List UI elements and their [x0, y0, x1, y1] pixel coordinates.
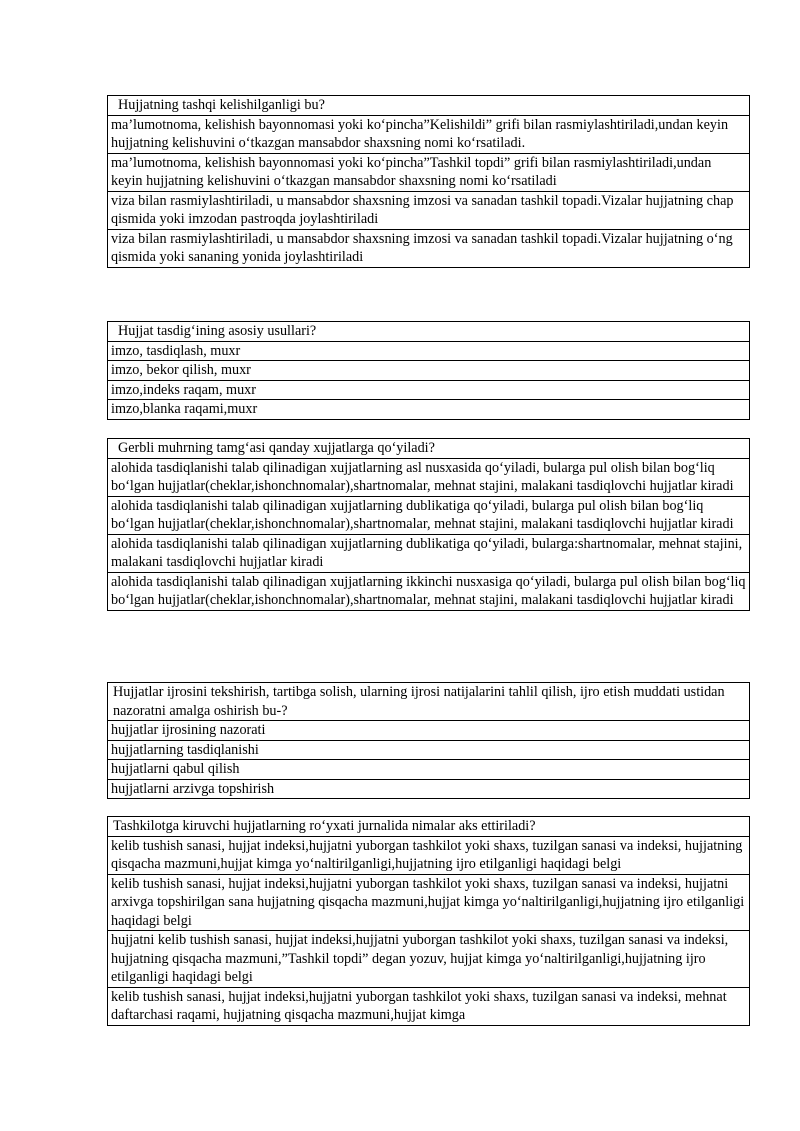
answer-row [108, 229, 750, 267]
answer-row [108, 380, 750, 400]
answer-row [108, 721, 750, 741]
answer-option-b: kelib tushish sanasi, hujjat indeksi,hujjatni yuborgan tashkilot yoki shaxs, tuzilgan sanasi va indeksi, hujjatni arxivga topshirilgan sana hujjatning qisqacha mazmuni,hujjat kimga yo‘naltirilganligi,hujjatning ijro etilganligi haqidagi belgi [108, 874, 750, 931]
answer-row [108, 400, 750, 420]
answer-row [108, 458, 750, 496]
answer-row [108, 987, 750, 1025]
question-row [108, 439, 750, 459]
question-text: Tashkilotga kiruvchi hujjatlarning ro‘yxati jurnalida nimalar aks ettiriladi? [108, 817, 750, 837]
answer-option-d: kelib tushish sanasi, hujjat indeksi,hujjatni yuborgan tashkilot yoki shaxs, tuzilgan sanasi va indeksi, mehnat daftarchasi raqami, hujjatning qisqacha mazmuni,hujjat kimga [108, 987, 750, 1025]
question-table-5 [107, 816, 750, 1026]
answer-row [108, 779, 750, 799]
question-table-3 [107, 438, 750, 611]
question-row [108, 322, 750, 342]
answer-option-a: ma’lumotnoma, kelishish bayonnomasi yoki ko‘pincha”Kelishildi” grifi bilan rasmiylashtiriladi,undan keyin hujjatning kelishuvini o‘tkazgan mansabdor shaxsning nomi ko‘rsatiladi. [108, 115, 750, 153]
answer-row [108, 496, 750, 534]
answer-row [108, 191, 750, 229]
answer-option-b: imzo, bekor qilish, muxr [108, 361, 750, 381]
question-table-1 [107, 95, 750, 268]
question-row [108, 96, 750, 116]
question-text: Hujjat tasdig‘ining asosiy usullari? [108, 322, 750, 342]
answer-option-a: alohida tasdiqlanishi talab qilinadigan xujjatlarning asl nusxasida qo‘yiladi, bularga pul olish bilan bog‘liq bo‘lgan hujjatlar(cheklar,ishonchnomalar),shartnomalar, mehnat stajini, malakani tasdiqlovchi hujjatlar kiradi [108, 458, 750, 496]
answer-row [108, 931, 750, 988]
answer-row [108, 760, 750, 780]
question-text: Hujjatlar ijrosini tekshirish, tartibga solish, ularning ijrosi natijalarini tahlil qilish, ijro etish muddati ustidan nazoratni amalga oshirish bu-? [108, 683, 750, 721]
answer-row [108, 361, 750, 381]
answer-option-c: hujjatlarni qabul qilish [108, 760, 750, 780]
answer-option-b: ma’lumotnoma, kelishish bayonnomasi yoki ko‘pincha”Tashkil topdi” grifi bilan rasmiylashtiriladi,undan keyin hujjatning kelishuvini o‘tkazgan mansabdor shaxsning nomi ko‘rsatiladi [108, 153, 750, 191]
question-text: Hujjatning tashqi kelishilganligi bu? [108, 96, 750, 116]
answer-row [108, 153, 750, 191]
answer-option-c: imzo,indeks raqam, muxr [108, 380, 750, 400]
answer-option-c: alohida tasdiqlanishi talab qilinadigan xujjatlarning dublikatiga qo‘yiladi, bularga:shartnomalar, mehnat stajini, malakani tasdiqlovchi hujjatlar kiradi [108, 534, 750, 572]
answer-option-a: imzo, tasdiqlash, muxr [108, 341, 750, 361]
answer-option-c: viza bilan rasmiylashtiriladi, u mansabdor shaxsning imzosi va sanadan tashkil topadi.Vizalar hujjatning chap qismida yoki imzodan pastroqda joylashtiriladi [108, 191, 750, 229]
question-row [108, 683, 750, 721]
answer-row [108, 740, 750, 760]
answer-row [108, 572, 750, 610]
answer-row [108, 341, 750, 361]
answer-option-c: hujjatni kelib tushish sanasi, hujjat indeksi,hujjatni yuborgan tashkilot yoki shaxs, tuzilgan sanasi va indeksi, hujjatning qisqacha mazmuni,”Tashkil topdi” degan yozuv, hujjat kimga yo‘naltirilganligi,hujjatning ijro etilganligi haqidagi belgi [108, 931, 750, 988]
question-table-4 [107, 682, 750, 799]
answer-option-b: alohida tasdiqlanishi talab qilinadigan xujjatlarning dublikatiga qo‘yiladi, bularga pul olish bilan bog‘liq bo‘lgan hujjatlar(cheklar,ishonchnomalar),shartnomalar, mehnat stajini, malakani tasdiqlovchi hujjatlar kiradi [108, 496, 750, 534]
answer-option-b: hujjatlarning tasdiqlanishi [108, 740, 750, 760]
answer-option-d: alohida tasdiqlanishi talab qilinadigan xujjatlarning ikkinchi nusxasiga qo‘yiladi, bularga pul olish bilan bog‘liq bo‘lgan hujjatlar(cheklar,ishonchnomalar),shartnomalar, mehnat stajini, malakani tasdiqlovchi hujjatlar kiradi [108, 572, 750, 610]
question-text: Gerbli muhrning tamg‘asi qanday xujjatlarga qo‘yiladi? [108, 439, 750, 459]
answer-option-a: kelib tushish sanasi, hujjat indeksi,hujjatni yuborgan tashkilot yoki shaxs, tuzilgan sanasi va indeksi, hujjatning qisqacha mazmuni,hujjat kimga yo‘naltirilganligi,hujjatning ijro etilganligi haqidagi belgi [108, 836, 750, 874]
question-table-2 [107, 321, 750, 420]
question-row [108, 817, 750, 837]
answer-option-a: hujjatlar ijrosining nazorati [108, 721, 750, 741]
answer-row [108, 874, 750, 931]
answer-row [108, 836, 750, 874]
answer-row [108, 534, 750, 572]
answer-row [108, 115, 750, 153]
answer-option-d: viza bilan rasmiylashtiriladi, u mansabdor shaxsning imzosi va sanadan tashkil topadi.Vizalar hujjatning o‘ng qismida yoki sananing yonida joylashtiriladi [108, 229, 750, 267]
answer-option-d: hujjatlarni arzivga topshirish [108, 779, 750, 799]
answer-option-d: imzo,blanka raqami,muxr [108, 400, 750, 420]
